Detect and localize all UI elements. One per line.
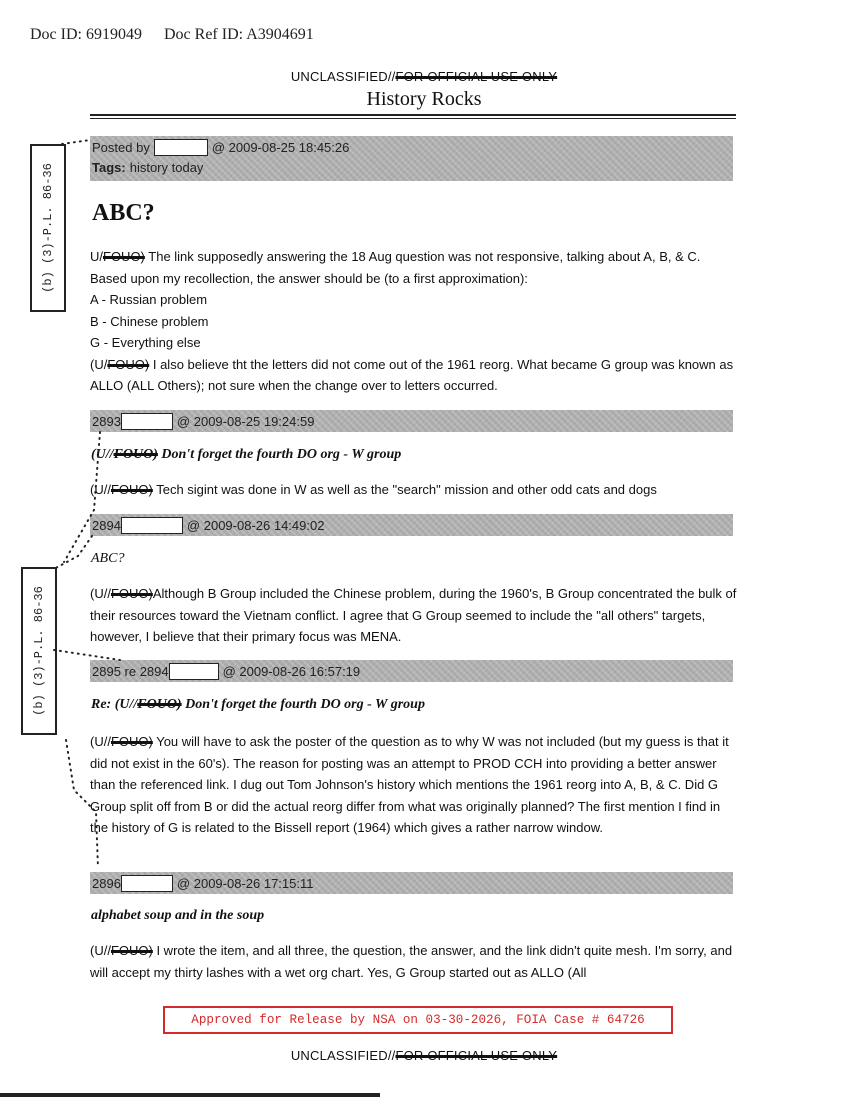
post-paragraph-2: (U/FOUO) I also believe tht the letters did not come out of the 1961 reorg. What became G group was known as ALLO (ALL Others); not sure when the change over to letters occurred. bbox=[90, 356, 734, 393]
comment-id: 2895 re 2894 bbox=[92, 664, 169, 679]
comment-body: (U//FOUO) I wrote the item, and all three, the question, the answer, and the link didn't quite mesh. I'm sorry, and will accept my thirty lashes with a wet org chart. Yes, G Group started out as ALLO (All bbox=[90, 943, 733, 980]
posted-timestamp: @ 2009-08-25 18:45:26 bbox=[211, 140, 350, 155]
page-title: History Rocks bbox=[366, 88, 482, 110]
comment-id: 2896 bbox=[92, 876, 121, 891]
exemption-box: (b) (3)-P.L. 86-36 bbox=[30, 144, 66, 312]
comment-title: alphabet soup and in the soup bbox=[91, 908, 265, 923]
scan-edge-bar bbox=[0, 1093, 380, 1097]
comment-body: (U//FOUO) Tech sigint was done in W as well as the "search" mission and other odd cats and dogs bbox=[90, 482, 657, 497]
post-heading: ABC? bbox=[92, 200, 155, 226]
post-paragraph-1: U/FOUO) The link supposedly answering the 18 Aug question was not responsive, talking about A, B, & C. Based upon my recollection, the answer should be (to a first approximation): bbox=[90, 249, 701, 286]
exemption-box: (b) (3)-P.L. 86-36 bbox=[21, 567, 57, 735]
comment-id: 2893 bbox=[92, 414, 121, 429]
comment-title: (U//FOUO) Don't forget the fourth DO org - W group bbox=[91, 447, 402, 462]
comment-timestamp: @ 2009-08-26 16:57:19 bbox=[222, 664, 361, 679]
doc-id: Doc ID: 6919049 bbox=[30, 26, 142, 43]
list-item: G - Everything else bbox=[90, 335, 201, 350]
comment-title: ABC? bbox=[91, 551, 125, 566]
list-item: A - Russian problem bbox=[90, 292, 208, 307]
classification-prefix: UNCLASSIFIED// bbox=[290, 69, 396, 84]
comment-timestamp: @ 2009-08-26 17:15:11 bbox=[176, 876, 314, 891]
tags-label: Tags: bbox=[92, 160, 126, 175]
tags-value[interactable]: history today bbox=[129, 160, 204, 175]
comment-id: 2894 bbox=[92, 518, 121, 533]
classification-struck: FOR OFFICIAL USE ONLY bbox=[395, 69, 558, 84]
list-item: B - Chinese problem bbox=[90, 313, 209, 329]
comment-title: Re: (U//FOUO) Don't forget the fourth DO org - W group bbox=[91, 697, 425, 712]
comment-timestamp: @ 2009-08-25 19:24:59 bbox=[176, 414, 315, 429]
comment-body: (U//FOUO) You will have to ask the poster of the question as to why W was not included (but my guess is that it did not exist in the 60's). The reason for posting was an attempt to PROD CCH into providing a better answer than the referenced link. I dug out Tom Johnson's history which mentions the 1961 reorg into A, B, & C. Did G Group split off from B or did the actual reorg differ from what was originally planned? The first mention I find in the history of G is related to the Bissell report (1964) which gives a rather narrow window. bbox=[90, 734, 729, 835]
classification-footer: UNCLASSIFIED//FOR OFFICIAL USE ONLY bbox=[290, 1048, 558, 1063]
release-stamp: Approved for Release by NSA on 03-30-2026, FOIA Case # 64726 bbox=[163, 1006, 673, 1034]
doc-ref-id: Doc Ref ID: A3904691 bbox=[163, 26, 314, 43]
posted-by-label: Posted by bbox=[92, 140, 150, 155]
comment-timestamp: @ 2009-08-26 14:49:02 bbox=[186, 518, 325, 533]
comment-body: (U//FOUO)Although B Group included the Chinese problem, during the 1960's, B Group concentrated the bulk of their resources toward the Vietnam conflict. I agree that G Group seemed to include the "all others" targets, however, I believe that their primary focus was MENA. bbox=[90, 586, 737, 644]
